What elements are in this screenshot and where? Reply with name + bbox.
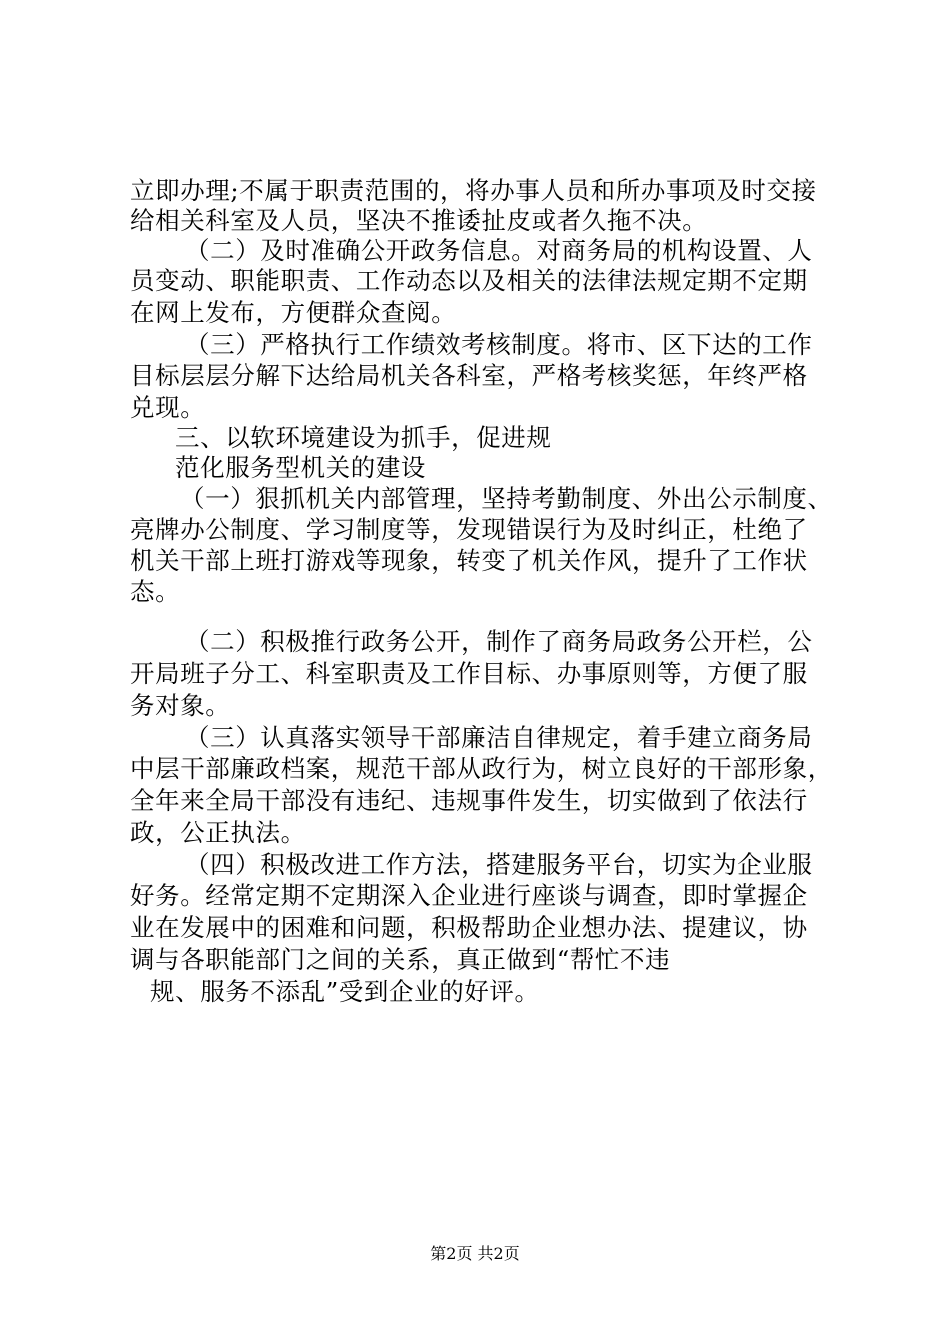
body-line: （三）认真落实领导干部廉洁自律规定，着手建立商务局 [185,723,813,752]
body-line: 亮牌办公制度、学习制度等，发现错误行为及时纠正，杜绝了 [130,515,808,544]
body-line: 政，公正执法。 [130,818,306,847]
body-line: 机关干部上班打游戏等现象，转变了机关作风，提升了工作状 [130,546,808,575]
body-line: 调与各职能部门之间的关系，真正做到“帮忙不违 [130,945,671,974]
body-line: 在网上发布，方便群众查阅。 [130,298,457,327]
body-line: （四）积极改进工作方法，搭建服务平台，切实为企业服 [185,850,813,879]
body-line: 开局班子分工、科室职责及工作目标、办事原则等，方便了服 [130,659,808,688]
section-heading-line: 范化服务型机关的建设 [175,453,426,482]
body-line: 立即办理;不属于职责范围的，将办事人员和所办事项及时交接 [130,176,817,205]
body-line: 态。 [130,577,181,606]
body-line: 员变动、职能职责、工作动态以及相关的法律法规定期不定期 [130,266,808,295]
body-line: （二）及时准确公开政务信息。对商务局的机构设置、人 [185,236,813,265]
body-line: 给相关科室及人员，坚决不推诿扯皮或者久拖不决。 [130,206,708,235]
body-line: （一）狠抓机关内部管理，坚持考勤制度、外出公示制度、 [180,484,833,513]
body-line: 规、服务不添乱”受到企业的好评。 [150,977,540,1006]
page-number-footer: 第2页 共2页 [430,1244,520,1263]
body-line: 好务。经常定期不定期深入企业进行座谈与调查，即时掌握企 [130,881,808,910]
body-line: 全年来全局干部没有违纪、违规事件发生，切实做到了依法行 [130,786,808,815]
body-line: （三）严格执行工作绩效考核制度。将市、区下达的工作 [185,330,813,359]
section-heading-line: 三、以软环境建设为抓手，促进规 [175,423,552,452]
body-line: （二）积极推行政务公开，制作了商务局政务公开栏，公 [185,627,813,656]
body-line: 业在发展中的困难和问题，积极帮助企业想办法、提建议，协 [130,913,808,942]
body-line: 中层干部廉政档案，规范干部从政行为，树立良好的干部形象， [130,754,833,783]
body-line: 目标层层分解下达给局机关各科室，严格考核奖惩，年终严格 [130,361,808,390]
body-line: 兑现。 [130,393,206,422]
body-line: 务对象。 [130,691,231,720]
